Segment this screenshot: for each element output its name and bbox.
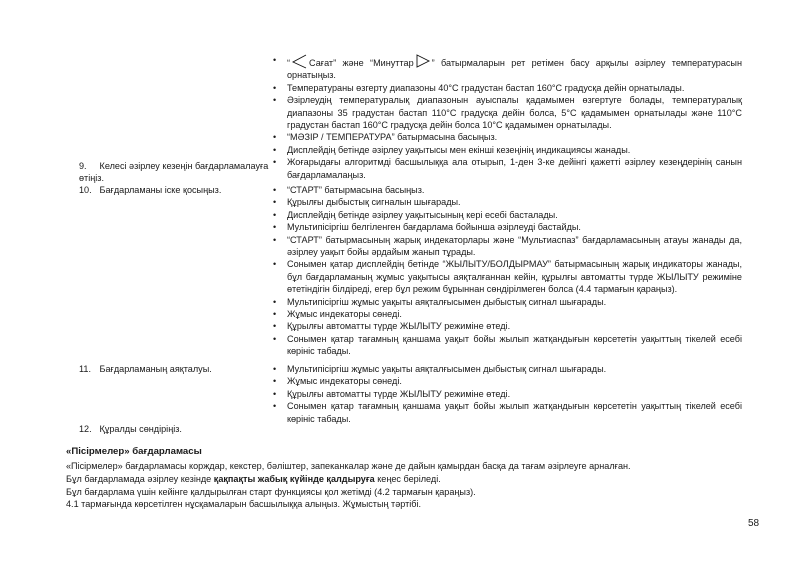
bullet-item: • Сонымен қатар тағамның қаншама уақыт бойы жылып жатқандығын көрсететін уақыттың тікелей есебі көрініс табады.	[272, 400, 742, 425]
bullet-item: • Жұмыс индекаторы сөнеді.	[272, 375, 742, 387]
bullet-item: • Құрылғы дыбыстық сигналын шығарады.	[272, 196, 742, 208]
bullet-item: • Сонымен қатар дисплейдің бетінде “ЖЫЛЫТУ/БОЛДЫРМАУ” батырмасының жарық индикаторы жанады, бұл бағдарламаның жұмыс уақытысы аяқталғаннан кейін, құрылғы автоматты түрде ЖЫЛЫТУ режиміне өтетіндігін білдіреді, егер бұл режим бұрыннан сөндірілмеген болса (4.4 тармағын қараңыз).	[272, 258, 742, 295]
step-12	[79, 423, 269, 435]
step10-bullet-list	[272, 184, 742, 358]
bullet-item: • Дисплейдің бетінде әзірлеу уақытысының кері есебі басталады.	[272, 209, 742, 221]
step-11	[79, 363, 269, 375]
block1-bullet-list	[272, 54, 742, 181]
bullet-item: • Жоғарыдағы алгоритмді басшылыққа ала отырып, 1-ден 3-ке дейінгі қажетті әзірлеу кезеңдерінің санын бағдарламалаңыз.	[272, 156, 742, 181]
step-10	[79, 184, 269, 196]
bold-emphasis: қақпақты жабық күйінде қалдыруға	[213, 474, 375, 484]
step-number: 10.	[79, 185, 92, 195]
step-text: Бағдарламаның аяқталуы.	[99, 364, 212, 374]
section-title: «Пісірмелер» бағдарламасы	[66, 446, 202, 457]
step-number: 12.	[79, 424, 92, 434]
page-number: 58	[748, 518, 760, 529]
step-text: Бағдарламаны іске қосыңыз.	[99, 185, 222, 195]
bullet-item: • “СТАРТ” батырмасына басыңыз.	[272, 184, 742, 196]
step-number: 11.	[79, 364, 91, 374]
bullet-item: • “СТАРТ” батырмасының жарық индекаторлары және “Мультиаспаз” бағдарламасының атауы жанады да, әзірлеу уақыт бойы әрдайым жанып тұрады.	[272, 234, 742, 259]
bullet-item: • Жұмыс индекаторы сөнеді.	[272, 308, 742, 320]
step-text: Келесі әзірлеу кезеңін бағдарламалауға өтіңіз.	[79, 161, 269, 184]
bullet-item: • Мультипісіргіш жұмыс уақыты аяқталғысымен дыбыстық сигнал шығарады.	[272, 296, 742, 308]
step-9	[79, 160, 269, 185]
triangle-right-icon	[416, 54, 430, 68]
bullet-item: • Мультипісіргіш жұмыс уақыты аяқталғысымен дыбыстық сигнал шығарады.	[272, 363, 742, 375]
bullet-item: • Дисплейдің бетінде әзірлеу уақытысы мен екінші кезеңінің индикациясы жанады.	[272, 144, 742, 156]
section-paragraph: «Пісірмелер» бағдарламасы корждар, кекстер, бәліштер, запеканкалар және де дайын қамырдан басқа да тағам әзірлеуге арналған.	[66, 461, 631, 471]
bullet-item: • Температураны өзгерту диапазоны 40°С градустан бастап 160°С градусқа дейін орнатылады.	[272, 82, 742, 94]
bullet-item: • Әзірлеудің температуралық диапазонын ауыспалы қадамымен өзгертуге болады, температуралық диапазоны 35 градустан бастап 110°С градусқа дейін болса, 5°С қадамымен орнатылады және 110°С градустан бастап 160°С градусқа дейін болса 10°С қадамымен орнатылады.	[272, 94, 742, 131]
step-text: Құралды сөндіріңіз.	[99, 424, 182, 434]
bullet-item: • Құрылғы автоматты түрде ЖЫЛЫТУ режиміне өтеді.	[272, 320, 742, 332]
section-paragraph: Бұл бағдарлама үшін кейінге қалдырылған старт функциясы қол жетімді (4.2 тармағын қараңыз).	[66, 487, 476, 497]
step-number: 9.	[79, 161, 87, 171]
bullet-item: • Сонымен қатар тағамның қаншама уақыт бойы жылып жатқандығын көрсететін уақыттың тікелей есебі көрініс табады.	[272, 333, 742, 358]
bullet-item: • Құрылғы автоматты түрде ЖЫЛЫТУ режиміне өтеді.	[272, 388, 742, 400]
section-paragraph: Бұл бағдарламада әзірлеу кезінде қақпақты жабық күйінде қалдыруға кеңес беріледі.	[66, 474, 441, 484]
bullet-item: • “ Сағат” және “Минуттар ” батырмаларын рет ретімен басу арқылы әзірлеу температурасын орнатыңыз.	[272, 54, 742, 82]
step11-bullet-list	[272, 363, 742, 425]
triangle-left-icon	[292, 54, 307, 69]
bullet-item: • Мультипісіргіш белгіленген бағдарлама бойынша әзірлеуді бастайды.	[272, 221, 742, 233]
section-paragraph: 4.1 тармағында көрсетілген нұсқамаларын басшылыққа алыңыз. Жұмыстың тәртібі.	[66, 499, 422, 509]
bullet-item: • “МӘЗІР / ТЕМПЕРАТУРА” батырмасына басыңыз.	[272, 131, 742, 143]
